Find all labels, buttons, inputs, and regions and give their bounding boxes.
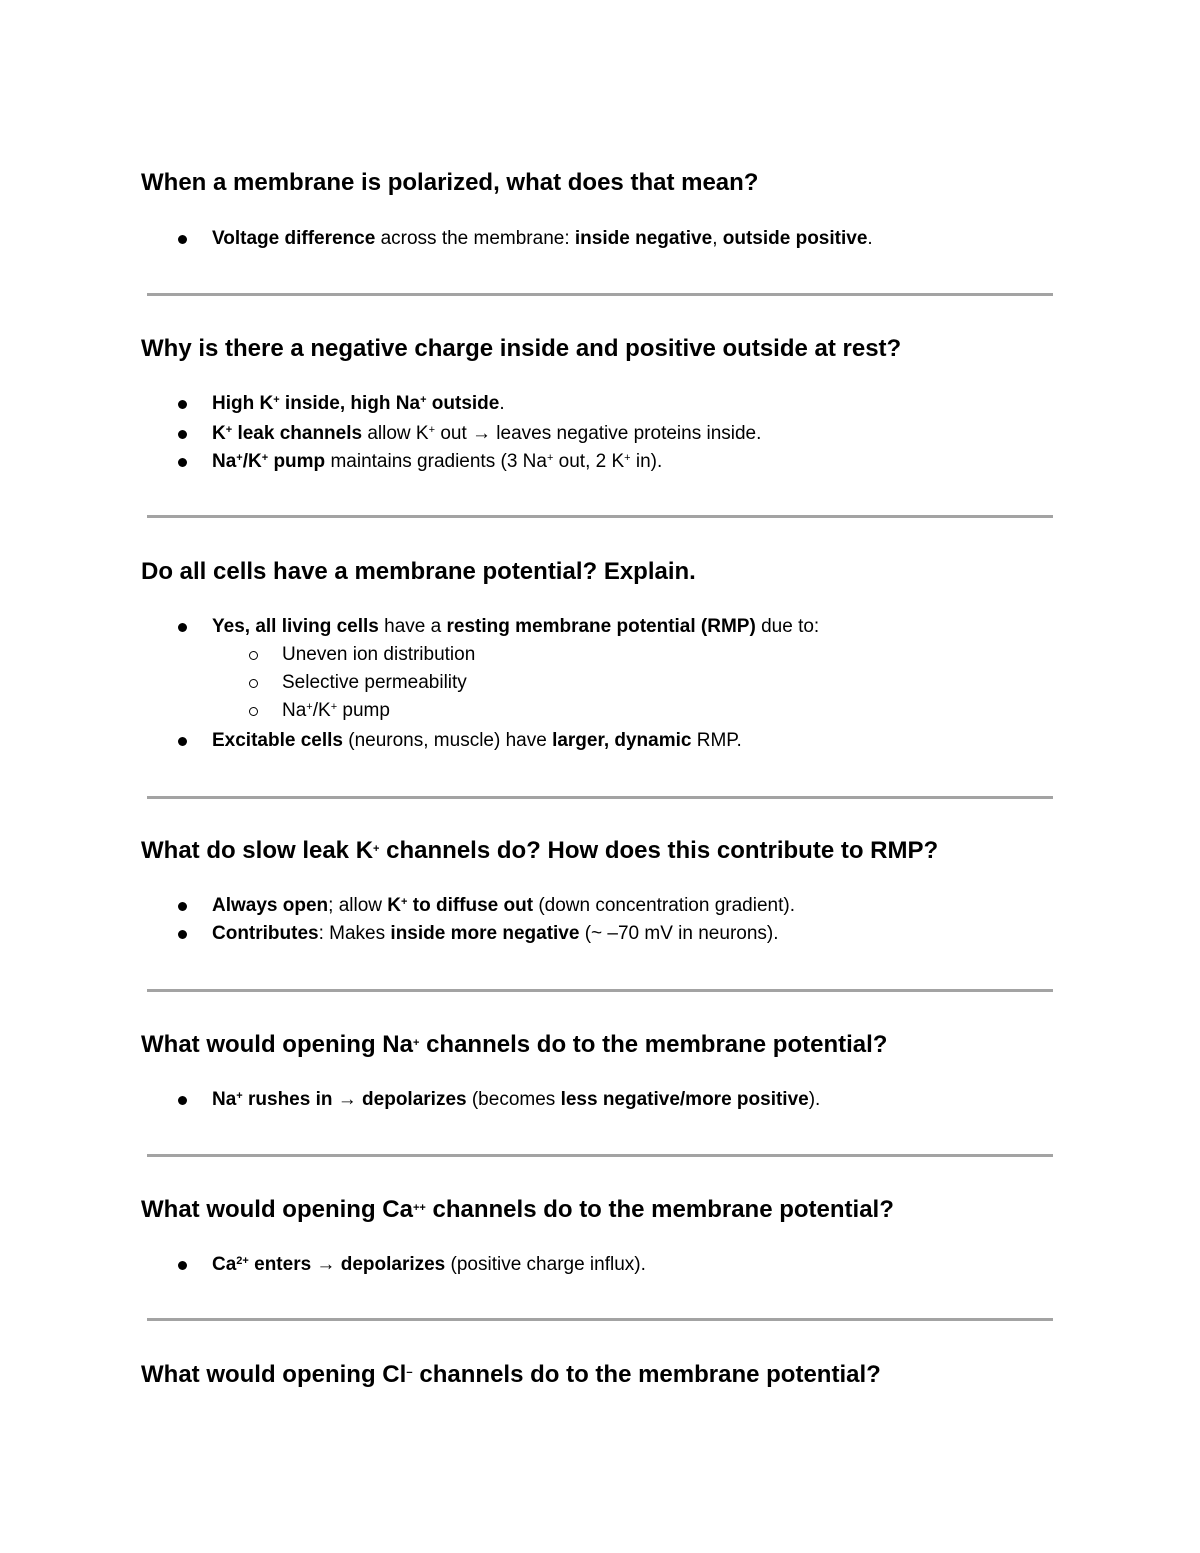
answer-bullet: K+ leak channels allow K+ out → leaves negative proteins inside. [212, 423, 762, 444]
bullet-dot [178, 930, 187, 939]
bullet-dot [178, 623, 187, 632]
bullet-dot [178, 430, 187, 439]
section-divider [147, 796, 1053, 799]
section-divider [147, 515, 1053, 518]
section-divider [147, 1318, 1053, 1321]
question-heading: What would opening Na+ channels do to the membrane potential? [141, 1031, 888, 1058]
answer-subbullet: Uneven ion distribution [282, 644, 476, 665]
question-heading: What would opening Ca++ channels do to the membrane potential? [141, 1196, 894, 1223]
bullet-dot [178, 235, 187, 244]
bullet-dot [178, 400, 187, 409]
answer-bullet: Na+/K+ pump maintains gradients (3 Na+ out, 2 K+ in). [212, 451, 663, 472]
answer-bullet: Excitable cells (neurons, muscle) have larger, dynamic RMP. [212, 730, 742, 751]
bullet-dot [178, 1096, 187, 1105]
answer-subbullet: Na+/K+ pump [282, 700, 390, 721]
question-heading: What do slow leak K+ channels do? How does this contribute to RMP? [141, 837, 939, 864]
answer-bullet: High K+ inside, high Na+ outside. [212, 393, 505, 414]
section-divider [147, 989, 1053, 992]
hollow-bullet [249, 679, 258, 688]
question-heading: What would opening Cl− channels do to the membrane potential? [141, 1361, 881, 1388]
answer-bullet: Na+ rushes in → depolarizes (becomes less negative/more positive). [212, 1089, 821, 1110]
question-heading: Why is there a negative charge inside and positive outside at rest? [141, 335, 902, 362]
bullet-dot [178, 902, 187, 911]
section-divider [147, 1154, 1053, 1157]
bullet-dot [178, 458, 187, 467]
answer-bullet: Yes, all living cells have a resting membrane potential (RMP) due to: [212, 616, 820, 637]
answer-bullet: Voltage difference across the membrane: inside negative, outside positive. [212, 228, 873, 249]
question-heading: When a membrane is polarized, what does that mean? [141, 169, 759, 196]
answer-bullet: $Ca^{2+}$ enters → depolarizes (positive charge influx). [212, 1254, 646, 1275]
bullet-dot [178, 1261, 187, 1270]
section-divider [147, 293, 1053, 296]
hollow-bullet [249, 707, 258, 716]
question-heading: Do all cells have a membrane potential? Explain. [141, 558, 696, 585]
bullet-dot [178, 737, 187, 746]
answer-subbullet: Selective permeability [282, 672, 467, 693]
hollow-bullet [249, 651, 258, 660]
answer-bullet: Always open; allow K+ to diffuse out (down concentration gradient). [212, 895, 795, 916]
answer-bullet: Contributes: Makes inside more negative (~ –70 mV in neurons). [212, 923, 779, 944]
